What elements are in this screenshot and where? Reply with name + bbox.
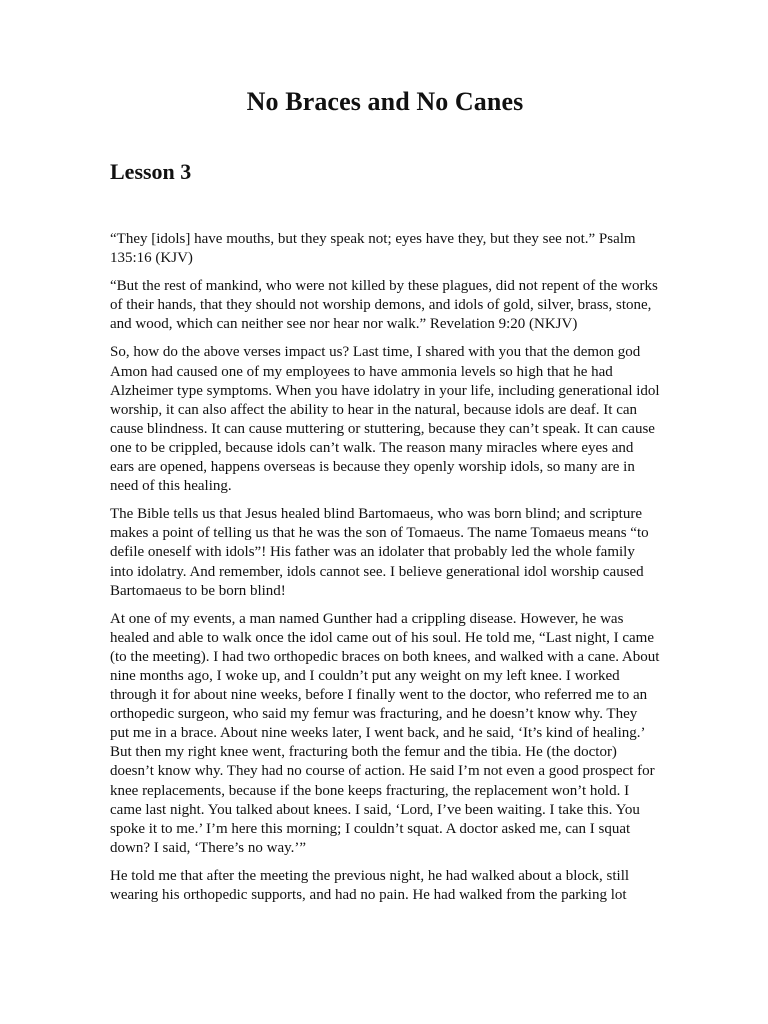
document-page	[110, 0, 660, 914]
lesson-heading: Lesson 3	[110, 159, 192, 184]
paragraph-gunther-testimony: At one of my events, a man named Gunther had a crippling disease. However, he was healed and able to walk once the idol came out of his soul. He told me, “Last night, I came (to the meeting). I had two orthopedic braces on both knees, and walked with a cane. About nine months ago, I woke up, and I couldn’t put any weight on my left knee. I worked through it for about nine weeks, before I finally went to the doctor, who referred me to an orthopedic surgeon, who said my femur was fracturing, and he doesn’t know why. They put me in a brace. About nine weeks later, I went back, and he said, ‘It’s kind of healing.’ But then my right knee went, fracturing both the femur and the tibia. He (the doctor) doesn’t know why. They had no course of action. He said I’m not even a good prospect for knee replacements, because if the bone keeps fracturing, the replacement won’t hold. I came last night. You talked about knees. I said, ‘Lord, I’ve been waiting. I take this. You spoke it to me.’ I’m here this morning; I couldn’t squat. A doctor asked me, can I squat down? I said, ‘There’s no way.’”	[110, 610, 660, 856]
document-title: No Braces and No Canes	[246, 87, 524, 116]
paragraph-verses-impact: So, how do the above verses impact us? Last time, I shared with you that the demon god Amon had caused one of my employees to have ammonia levels so high that he had Alzheimer type symptoms. When you have idolatry in your life, including generational idol worship, it can also affect the ability to hear in the natural, because idols are deaf. It can cause blindness. It can cause muttering or stuttering, because they can’t speak. It can cause one to be crippled, because idols can’t walk. The reason many miracles where eyes and ears are opened, happens overseas is because they openly worship idols, so many are in need of this healing.	[110, 344, 660, 495]
paragraph-revelation-quote: “But the rest of mankind, who were not killed by these plagues, did not repent of the works of their hands, that they should not worship demons, and idols of gold, silver, brass, stone, and wood, which can neither see nor hear nor walk.” Revelation 9:20 (NKJV)	[110, 278, 658, 333]
paragraph-after-meeting: He told me that after the meeting the previous night, he had walked about a block, still wearing his orthopedic supports, and had no pain. He had walked from the parking lot	[110, 867, 630, 903]
paragraph-psalm-quote: “They [idols] have mouths, but they speak not; eyes have they, but they see not.” Psalm 135:16 (KJV)	[110, 231, 636, 267]
paragraph-bartomaeus: The Bible tells us that Jesus healed blind Bartomaeus, who was born blind; and scripture makes a point of telling us that he was the son of Tomaeus. The name Tomaeus means “to defile oneself with idols”! His father was an idolater that probably led the whole family into idolatry. And remember, idols cannot see. I believe generational idol worship caused Bartomaeus to be born blind!	[110, 506, 649, 599]
document-body	[110, 230, 660, 905]
